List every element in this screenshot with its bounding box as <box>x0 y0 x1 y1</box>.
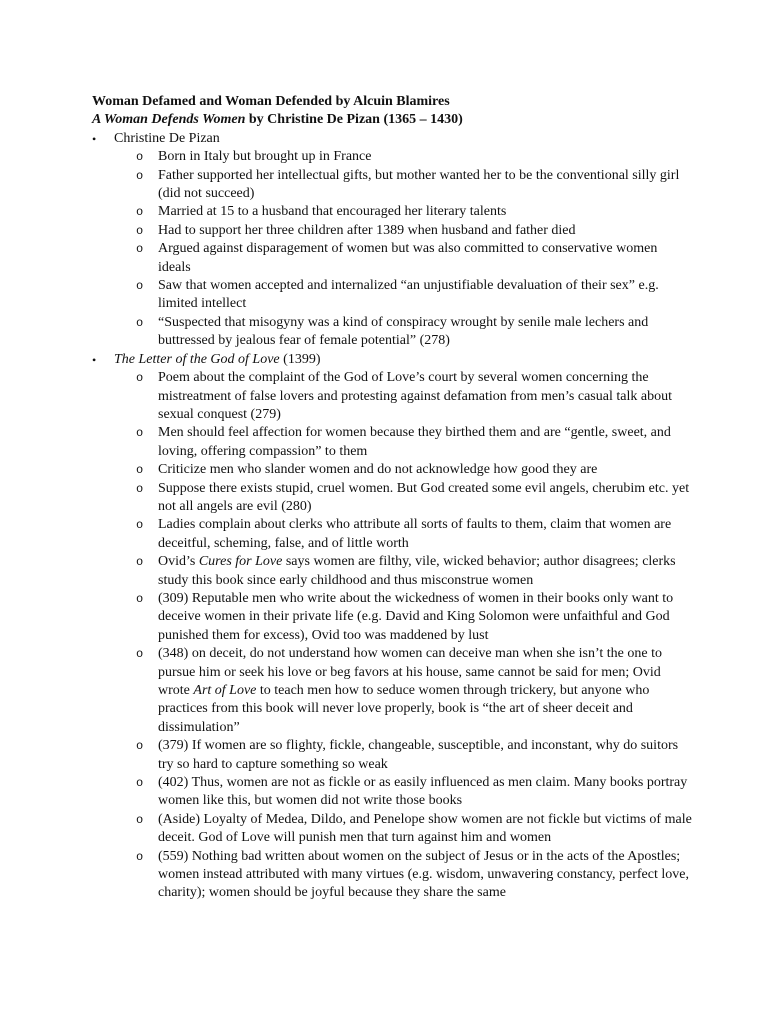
subtitle-author: by Christine De Pizan (1365 – 1430) <box>245 112 463 128</box>
sub-bullet-marker: o <box>136 150 144 165</box>
list-item <box>136 774 692 811</box>
document-subtitle <box>92 111 692 129</box>
sub-bullet-marker: o <box>136 279 144 294</box>
section-items <box>114 369 692 903</box>
subtitle-work-title: A Woman Defends Women <box>92 112 246 128</box>
sub-bullet-marker: o <box>136 647 144 662</box>
list-item-text: Ovid’s <box>158 554 199 570</box>
list-item-text: to teach men how to seduce women through trickery, but anyone who practices from this book will never love properly, book is “the art of sheer deceit and dissimulation” <box>158 683 650 735</box>
list-item <box>136 240 692 277</box>
sub-bullet-marker: o <box>136 223 144 238</box>
list-item <box>136 516 692 553</box>
list-item-text: Saw that women accepted and internalized “an unjustifiable devaluation of their sex” e.g. limited intellect <box>158 278 659 312</box>
list-item-text: (348) on deceit, do not understand how women can deceive man when she isn’t the one to pursue him or seek his love or beg favors at his house, same cannot be said for men; Ovid wrote <box>158 646 662 698</box>
list-item <box>136 277 692 314</box>
list-item-text: (379) If women are so flighty, fickle, changeable, susceptible, and inconstant, why do suitors try so hard to capture something so weak <box>158 738 679 772</box>
list-item-work-title: Art of Love <box>193 683 257 698</box>
sub-bullet-marker: o <box>136 168 144 183</box>
bullet-marker: • <box>92 131 97 146</box>
list-item-text: Criticize men who slander women and do not acknowledge how good they are <box>158 462 598 478</box>
sub-bullet-marker: o <box>136 555 144 570</box>
sub-bullet-marker: o <box>136 776 144 791</box>
list-item-text: (402) Thus, women are not as fickle or as easily influenced as men claim. Many books portray women like this, but women did not write those books <box>158 775 688 809</box>
list-item-text: Argued against disparagement of women but was also committed to conservative women ideals <box>158 241 658 275</box>
list-item <box>136 167 692 204</box>
document-body <box>92 93 692 903</box>
list-item-text: Poem about the complaint of the God of Love’s court by several women concerning the mistreatment of false lovers and protesting against defamation from men’s casual talk about sexual conquest (279) <box>158 370 672 422</box>
sub-bullet-marker: o <box>136 518 144 533</box>
list-item <box>136 848 692 903</box>
sub-bullet-marker: o <box>136 315 144 330</box>
sub-bullet-marker: o <box>136 739 144 754</box>
section-heading: Christine De Pizan <box>114 130 220 146</box>
sub-bullet-marker: o <box>136 481 144 496</box>
sub-bullet-marker: o <box>136 371 144 386</box>
section-heading-work-title: The Letter of the God of Love <box>114 351 280 367</box>
list-item-text: Father supported her intellectual gifts, but mother wanted her to be the conventional silly girl (did not succeed) <box>158 167 680 202</box>
section-list <box>92 130 692 903</box>
list-item-text: (559) Nothing bad written about women on the subject of Jesus or in the acts of the Apostles; women instead attributed with many virtues (e.g. wisdom, unwavering constancy, perfect love, charity); women should be joyful because they share the same <box>158 848 689 901</box>
list-item-text: Ladies complain about clerks who attribute all sorts of faults to them, claim that women are deceitful, scheming, false, and of little worth <box>158 517 672 551</box>
section-heading <box>114 352 320 367</box>
list-item-text: (309) Reputable men who write about the wickedness of women in their books only want to deceive women in their private life (e.g. David and King Solomon were unfaithful and God punished them for excess), Ovid too was maddened by lust <box>158 590 674 643</box>
sub-bullet-marker: o <box>136 591 144 606</box>
list-item-text: (Aside) Loyalty of Medea, Dildo, and Penelope show women are not fickle but victims of male deceit. God of Love will punish men that turn against him and women <box>158 811 692 846</box>
list-item <box>136 369 692 424</box>
list-item <box>136 314 692 351</box>
sub-bullet-marker: o <box>136 812 144 827</box>
list-item-text: Married at 15 to a husband that encouraged her literary talents <box>158 204 507 220</box>
list-item <box>136 148 692 166</box>
list-item <box>136 737 692 774</box>
list-item-text: “Suspected that misogyny was a kind of conspiracy wrought by senile male lechers and buttressed by jealous fear of female potential” (278) <box>158 314 649 349</box>
list-item <box>136 590 692 645</box>
list-item-text: Men should feel affection for women because they birthed them and are “gentle, sweet, and loving, offering compassion” to them <box>158 425 671 459</box>
section-2 <box>92 351 692 903</box>
document-title: Woman Defamed and Woman Defended by Alcuin Blamires <box>92 94 450 109</box>
bullet-marker: • <box>92 352 97 367</box>
list-item <box>136 553 692 590</box>
list-item-text: Had to support her three children after 1389 when husband and father died <box>158 222 576 238</box>
list-item-text: says women are filthy, vile, wicked behavior; author disagrees; clerks study this book since early childhood and thus misconstrue women <box>158 554 676 588</box>
list-item <box>136 461 692 479</box>
section-items <box>114 148 692 350</box>
list-item <box>136 811 692 848</box>
list-item-text: Born in Italy but brought up in France <box>158 149 372 165</box>
sub-bullet-marker: o <box>136 463 144 478</box>
list-item <box>136 424 692 461</box>
sub-bullet-marker: o <box>136 426 144 441</box>
sub-bullet-marker: o <box>136 242 144 257</box>
sub-bullet-marker: o <box>136 205 144 220</box>
list-item <box>136 480 692 517</box>
list-item <box>136 222 692 240</box>
section-heading-date: (1399) <box>279 351 321 367</box>
sub-bullet-marker: o <box>136 849 144 864</box>
list-item-work-title: Cures for Love <box>198 554 283 570</box>
list-item-text: Suppose there exists stupid, cruel women. But God created some evil angels, cherubim etc. yet not all angels are evil (280) <box>158 480 690 514</box>
list-item <box>136 645 692 737</box>
section-1 <box>92 130 692 351</box>
list-item <box>136 203 692 221</box>
